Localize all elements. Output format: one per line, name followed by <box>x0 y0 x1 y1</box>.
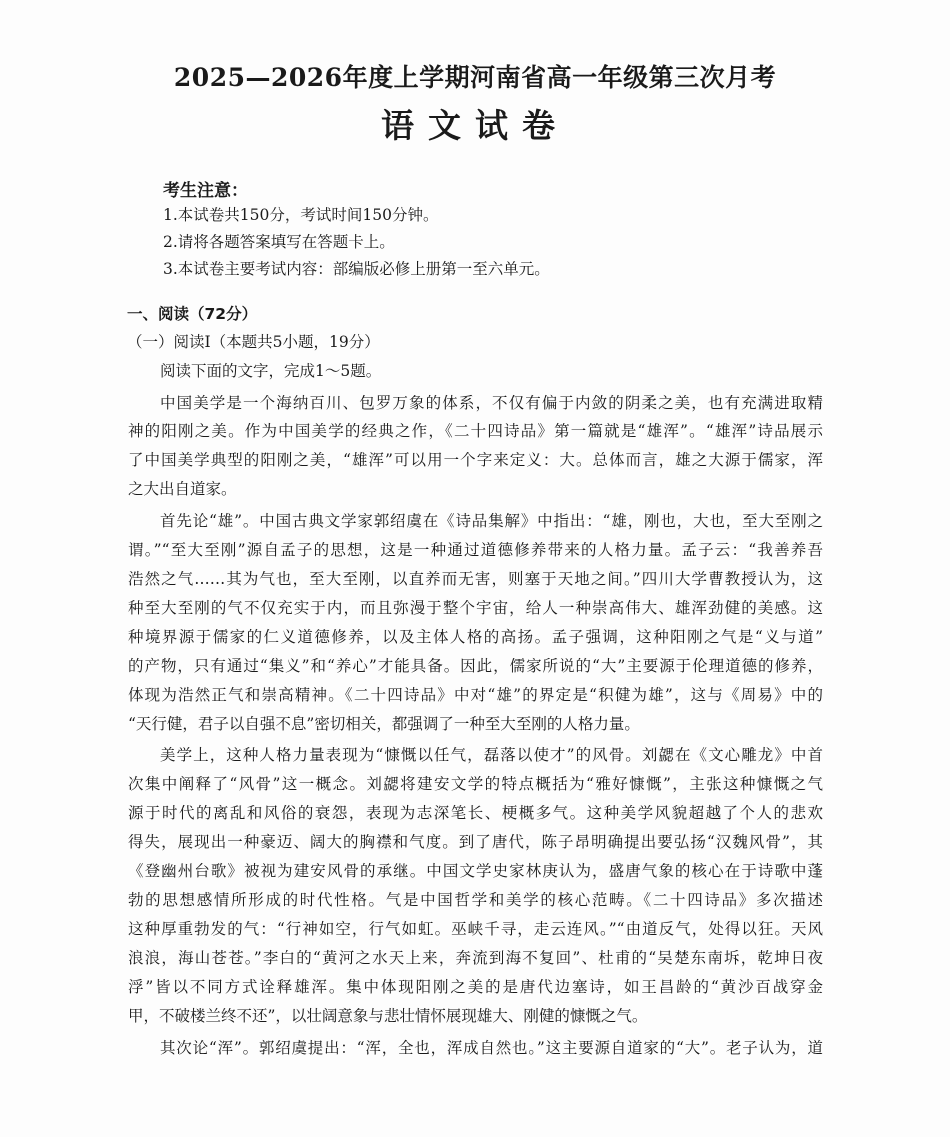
passage-line: 体现为浩然正气和崇高精神。《二十四诗品》中对“雄”的界定是“积健为雄”，这与《周易》中的 <box>128 686 823 704</box>
passage-line: 种至大至刚的气不仅充实于内，而且弥漫于整个宇宙，给人一种崇高伟大、雄浑劲健的美感。这 <box>128 599 823 617</box>
notice-item: 2.请将各题答案填写在答题卡上。 <box>163 233 395 251</box>
passage-line: 甲，不破楼兰终不还”，以壮阔意象与悲壮情怀展现雄大、刚健的慷慨之气。 <box>128 1007 648 1025</box>
passage-line: 勃的思想感情所形成的时代性格。气是中国哲学和美学的核心范畴。《二十四诗品》多次描述 <box>128 891 823 909</box>
passage-line: 其次论“浑”。郭绍虞提出：“浑，全也，浑成自然也。”这主要源自道家的“大”。老子认为，道 <box>160 1039 823 1057</box>
passage-line: 得失，展现出一种豪迈、阔大的胸襟和气度。到了唐代，陈子昂明确提出要弘扬“汉魏风骨”，其 <box>128 833 823 851</box>
sub-heading: （一）阅读Ⅰ（本题共5小题，19分） <box>127 333 380 351</box>
passage-line: 首先论“雄”。中国古典文学家郭绍虞在《诗品集解》中指出：“雄，刚也，大也，至大至刚之 <box>160 512 823 530</box>
passage-line: 种境界源于儒家的仁义道德修养，以及主体人格的高扬。孟子强调，这种阳刚之气是“义与道” <box>128 628 823 646</box>
passage-line: 《登幽州台歌》被视为建安风骨的承继。中国文学史家林庚认为，盛唐气象的核心在于诗歌中蓬 <box>128 862 823 880</box>
passage-line: 次集中阐释了“风骨”这一概念。刘勰将建安文学的特点概括为“雅好慷慨”，主张这种慷慨之气 <box>128 775 823 793</box>
passage-line: 之大出自道家。 <box>128 480 237 498</box>
passage-line: 神的阳刚之美。作为中国美学的经典之作，《二十四诗品》第一篇就是“雄浑”。“雄浑”诗品展示 <box>128 422 823 440</box>
passage-line: 中国美学是一个海纳百川、包罗万象的体系，不仅有偏于内敛的阴柔之美，也有充满进取精 <box>160 394 823 412</box>
passage-line: 的产物，只有通过“集义”和“养心”才能具备。因此，儒家所说的“大”主要源于伦理道德的修养， <box>128 657 823 675</box>
exam-title: 2025—2026年度上学期河南省高一年级第三次月考 <box>173 63 777 92</box>
passage-line: “天行健，君子以自强不息”密切相关，都强调了一种至大至刚的人格力量。 <box>128 715 640 733</box>
passage-line: 这种厚重勃发的气：“行神如空，行气如虹。巫峡千寻，走云连风。”“由道反气，处得以狂。天风 <box>128 920 823 938</box>
passage-line: 浪浪，海山苍苍。”李白的“黄河之水天上来，奔流到海不复回”、杜甫的“吴楚东南坼，乾坤日夜 <box>128 949 823 967</box>
passage-line: 了中国美学典型的阳刚之美，“雄浑”可以用一个字来定义：大。总体而言，雄之大源于儒家，浑 <box>128 451 823 469</box>
notice-item: 1.本试卷共150分，考试时间150分钟。 <box>163 206 439 224</box>
passage-line: 谓。”“至大至刚”源自孟子的思想，这是一种通过道德修养带来的人格力量。孟子云：“我善养吾 <box>128 541 823 559</box>
subject-title: 语文试卷 <box>381 106 569 145</box>
section-heading: 一、阅读（72分） <box>127 305 258 323</box>
passage-line: 源于时代的离乱和风俗的衰怨，表现为志深笔长、梗概多气。这种美学风貌超越了个人的悲欢 <box>128 804 823 822</box>
passage-line: 浮”皆以不同方式诠释雄浑。集中体现阳刚之美的是唐代边塞诗，如王昌龄的“黄沙百战穿金 <box>128 978 823 996</box>
notice-item: 3.本试卷主要考试内容：部编版必修上册第一至六单元。 <box>163 260 550 278</box>
passage-line: 浩然之气……其为气也，至大至刚，以直养而无害，则塞于天地之间。”四川大学曹教授认为，这 <box>128 570 823 588</box>
instruction: 阅读下面的文字，完成1～5题。 <box>160 362 382 380</box>
passage-line: 美学上，这种人格力量表现为“慷慨以任气，磊落以使才”的风骨。刘勰在《文心雕龙》中首 <box>160 746 823 764</box>
notice-heading: 考生注意： <box>163 181 248 201</box>
